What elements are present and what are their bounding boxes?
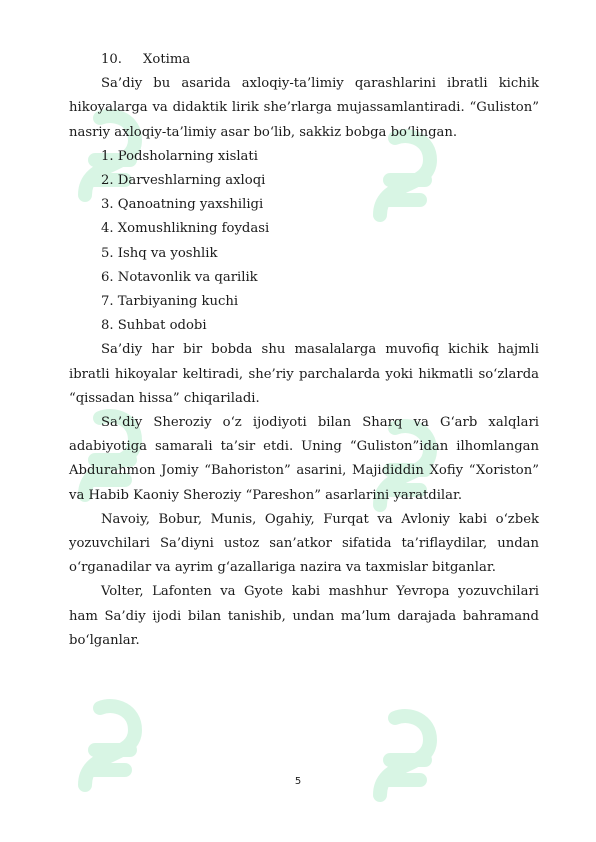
list-item: 7. Tarbiyaning kuchi bbox=[101, 294, 239, 310]
list-item: 8. Suhbat odobi bbox=[101, 318, 207, 334]
section-number: 10. bbox=[101, 52, 122, 67]
list-item: 6. Notavonlik va qarilik bbox=[101, 269, 258, 285]
list-item: 3. Qanoatning yaxshiligi bbox=[101, 197, 264, 213]
chapter-list bbox=[69, 145, 539, 339]
paragraph: Sa’diy bu asarida axloqiy-ta’limiy qarashlarini ibratli kichik hikoyalarga va didaktik lirik she’rlarga mujassamlantiradi. “Guliston” nasriy axloqiy-ta’limiy asar bo‘lib, sakkiz bobga bo‘lingan. bbox=[69, 76, 539, 140]
list-item: 1. Podsholarning xislati bbox=[101, 148, 258, 164]
paragraph: Navoiy, Bobur, Munis, Ogahiy, Furqat va Avloniy kabi o‘zbek yozuvchilari Sa’diyni ustoz san’atkor sifatida ta’riflaydilar, undan o‘rganadilar va ayrim g‘azallariga nazira va taxmislar bitganlar. bbox=[69, 511, 539, 576]
list-item: 2. Darveshlarning axloqi bbox=[101, 173, 266, 189]
page-number: 5 bbox=[294, 776, 302, 787]
section-title: Xotima bbox=[143, 52, 191, 67]
page-content bbox=[69, 48, 539, 653]
watermark-logo-icon bbox=[370, 700, 440, 810]
list-item: 5. Ishq va yoshlik bbox=[101, 245, 218, 261]
list-item: 4. Xomushlikning foydasi bbox=[101, 221, 270, 237]
paragraph: Sa’diy har bir bobda shu masalalarga muvofiq kichik hajmli ibratli hikoyalar keltiradi, she’riy parchalarda yoki hikmatli so‘zlarda “qissadan hissa” chiqariladi. bbox=[69, 342, 539, 406]
paragraph: Volter, Lafonten va Gyote kabi mashhur Yevropa yozuvchilari ham Sa’diy ijodi bilan tanishib, undan ma’lum darajada bahramand bo‘lganlar. bbox=[69, 584, 539, 648]
paragraph: Sa’diy Sheroziy o‘z ijodiyoti bilan Sharq va G‘arb xalqlari adabiyotiga samarali ta’sir etdi. Uning “Guliston”idan ilhomlangan Abdurahmon Jomiy “Bahoriston” asarini, Majididdin Xofiy “Xoriston” va Habib Kaoniy Sheroziy “Pareshon” asarlarini yaratdilar. bbox=[69, 415, 539, 503]
section-heading bbox=[69, 48, 539, 72]
